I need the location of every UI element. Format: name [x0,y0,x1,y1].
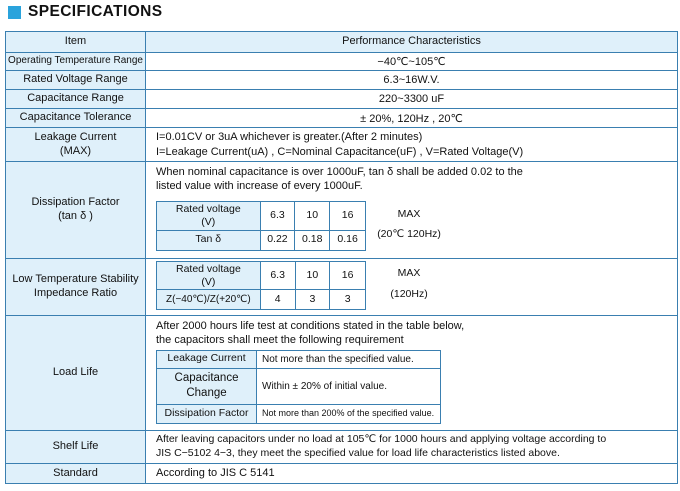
label-rated-voltage: Rated Voltage Range [6,71,146,90]
load-life-row [157,368,441,404]
label-low-temperature-stability [6,259,146,316]
lts-z-cell: 3 [330,290,366,310]
load-item-name: Leakage Current [157,350,257,368]
lts-z-cell: 4 [260,290,295,310]
df-side-note [377,205,441,245]
header-performance: Performance Characteristics [146,32,678,53]
df-note-line2: listed value with increase of every 1000uF. [156,180,363,193]
lts-table-block [156,261,677,310]
row-rated-voltage [6,71,678,90]
value-shelf-life [146,431,678,464]
load-item-value: Not more than the specified value. [257,350,441,368]
df-label-line1: Dissipation Factor [31,196,120,209]
df-tan-row [157,230,366,250]
leakage-label-line1: Leakage Current [34,130,117,143]
lts-z-row [157,290,366,310]
load-item-value: Within ± 20% of initial value. [257,368,441,404]
df-voltage-cell: 10 [295,201,330,230]
df-table [156,201,366,251]
load-life-row [157,350,441,368]
load-item-name: Dissipation Factor [157,404,257,423]
row-dissipation-factor [6,162,678,259]
specifications-table [5,31,678,484]
header-item: Item [6,32,146,53]
row-capacitance-range [6,90,678,109]
df-voltage-label-line1: Rated voltage [175,203,241,215]
load-life-row [157,404,441,423]
df-condition: (20℃ 120Hz) [377,227,441,240]
df-voltage-cell: 6.3 [260,201,295,230]
value-capacitance-range: 220~3300 uF [146,90,678,109]
leakage-line1: I=0.01CV or 3uA whichever is greater.(After 2 minutes) [156,131,423,144]
table-header-row [6,32,678,53]
df-voltage-label [157,201,261,230]
row-low-temperature-stability [6,259,678,316]
page-title: SPECIFICATIONS [28,3,163,20]
label-load-life: Load Life [6,316,146,431]
value-dissipation-factor [146,162,678,259]
value-rated-voltage: 6.3~16W.V. [146,71,678,90]
load-item-name: Capacitance Change [157,368,257,404]
df-max: MAX [397,207,421,220]
value-low-temperature-stability [146,259,678,316]
lts-voltage-label-line1: Rated voltage [175,262,241,275]
value-standard: According to JIS C 5141 [146,464,678,484]
row-shelf-life [6,431,678,464]
title-square-icon [8,6,21,19]
label-standard: Standard [6,464,146,484]
lts-voltage-cell: 10 [295,262,330,290]
lts-voltage-row [157,262,366,290]
label-dissipation-factor [6,162,146,259]
load-life-table [156,350,441,424]
df-tan-cell: 0.22 [260,230,295,250]
df-voltage-cell: 16 [330,201,366,230]
lts-table [156,261,366,310]
df-tan-cell: 0.18 [295,230,330,250]
df-tan-cell: 0.16 [330,230,366,250]
row-operating-temperature [6,53,678,71]
leakage-line2: I=Leakage Current(uA) , C=Nominal Capacitance(uF) , V=Rated Voltage(V) [156,145,524,158]
lts-voltage-label-line2: (V) [201,275,216,288]
label-operating-temperature: Operating Temperature Range [6,53,146,71]
df-voltage-label-line2: (V) [201,215,216,228]
df-tan-label: Tan δ [157,230,261,250]
df-table-block [156,201,677,251]
lts-z-cell: 3 [295,290,330,310]
value-load-life [146,316,678,431]
lts-side-note [377,263,441,305]
shelf-line2: JIS C−5102 4−3, they meet the specified value for load life characteristics listed above. [156,447,560,459]
lts-voltage-label [157,262,261,290]
lts-voltage-cell: 16 [330,262,366,290]
label-capacitance-range: Capacitance Range [6,90,146,109]
load-line2: the capacitors shall meet the following requirement [156,334,404,347]
row-load-life [6,316,678,431]
lts-label-line2: Impedance Ratio [33,287,118,299]
row-leakage-current [6,128,678,162]
value-leakage-current [146,128,678,162]
df-note-line1: When nominal capacitance is over 1000uF, tan δ shall be added 0.02 to the [156,166,523,178]
lts-label-line1: Low Temperature Stability [12,273,139,286]
row-capacitance-tolerance [6,109,678,128]
value-capacitance-tolerance: ± 20%, 120Hz , 20℃ [146,109,678,128]
label-shelf-life: Shelf Life [6,431,146,464]
lts-z-label: Z(−40℃)/Z(+20℃) [157,290,261,310]
leakage-label-line2: (MAX) [59,144,92,157]
load-item-value: Not more than 200% of the specified value. [257,404,441,423]
df-label-line2: (tan δ ) [58,210,93,222]
label-capacitance-tolerance: Capacitance Tolerance [6,109,146,128]
value-operating-temperature: −40℃~105℃ [146,53,678,71]
df-voltage-row [157,201,366,230]
shelf-line1: After leaving capacitors under no load at 105℃ for 1000 hours and applying voltage according to [156,433,607,446]
lts-condition: (120Hz) [390,288,428,300]
row-standard [6,464,678,484]
lts-voltage-cell: 6.3 [260,262,295,290]
load-line1: After 2000 hours life test at conditions stated in the table below, [156,320,465,332]
label-leakage-current [6,128,146,162]
lts-max: MAX [397,267,421,279]
page-title-block [8,3,163,21]
